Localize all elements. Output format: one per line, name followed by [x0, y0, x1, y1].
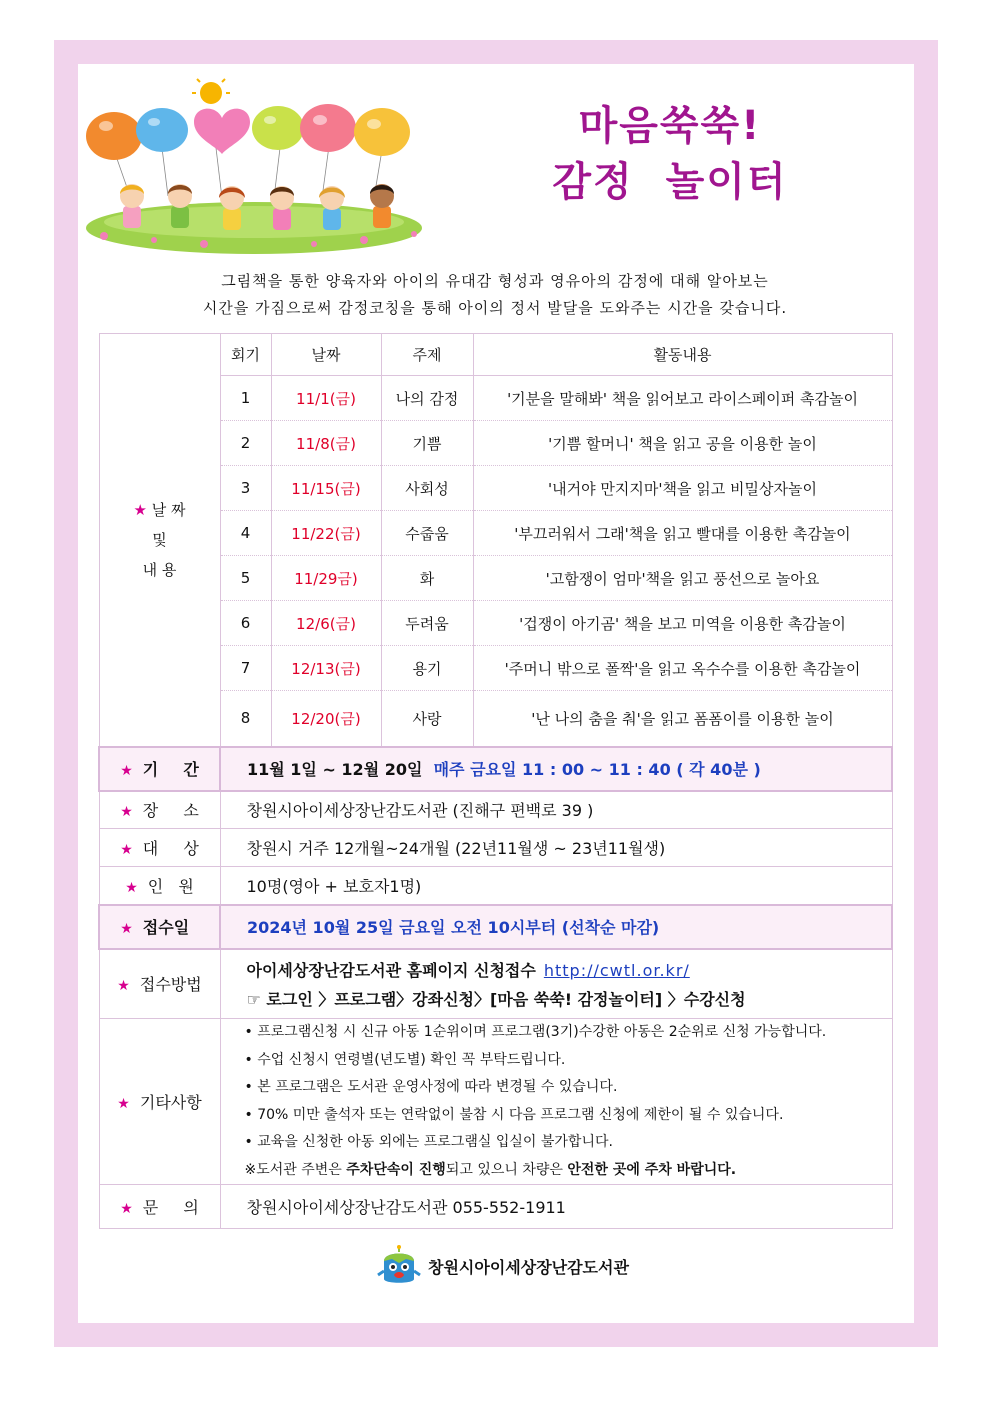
session-no: 1	[220, 376, 271, 421]
place-value: 창원시아이세상장난감도서관 (진해구 편백로 39 )	[220, 791, 892, 829]
list-item: • 교육을 신청한 아동 외에는 프로그램실 입실이 불가합니다.	[245, 1129, 892, 1157]
star-icon: ★	[133, 500, 147, 519]
target-label: ★ 대 상	[99, 829, 220, 867]
session-activity: '난 나의 춤을 춰'을 읽고 폼폼이를 이용한 놀이	[473, 691, 892, 747]
reception-label: ★ 접수일	[99, 905, 220, 949]
header-date: 날짜	[271, 334, 381, 376]
session-no: 5	[220, 556, 271, 601]
session-theme: 사랑	[381, 691, 473, 747]
people-row	[99, 867, 892, 905]
star-icon: ★	[117, 1096, 130, 1112]
etc-label: ★ 기타사항	[99, 1019, 220, 1185]
inquiry-value: 창원시아이세상장난감도서관 055-552-1911	[220, 1185, 892, 1229]
list-item: • 프로그램신청 시 신규 아동 1순위이며 프로그램(3기)수강한 아동은 2순위로 신청 가능합니다.	[245, 1019, 892, 1047]
session-no: 3	[220, 466, 271, 511]
kids-balloons-illustration	[84, 78, 444, 260]
star-icon: ★	[120, 804, 133, 821]
session-activity: '기분을 말해봐' 책을 읽어보고 라이스페이퍼 촉감놀이	[473, 376, 892, 421]
people-value: 10명(영아 + 보호자1명)	[220, 867, 892, 905]
homepage-link[interactable]: http://cwtl.or.kr/	[543, 960, 690, 980]
method-label: ★ 접수방법	[99, 949, 220, 1019]
session-no: 2	[220, 421, 271, 466]
star-icon: ★	[120, 921, 133, 937]
method-line-2: ☞ 로그인 〉프로그램〉강좌신청〉[마음 쑥쑥! 감정놀이터] 〉수강신청	[246, 989, 746, 1009]
period-detail: 매주 금요일 11 : 00 ~ 11 : 40 ( 각 40분 )	[433, 760, 761, 779]
session-theme: 수줍움	[381, 511, 473, 556]
session-activity: '주머니 밖으로 폴짝'을 읽고 옥수수를 이용한 촉감놀이	[473, 646, 892, 691]
list-item: • 70% 미만 출석자 또는 연락없이 불참 시 다음 프로그램 신청에 제한이 될 수 있습니다.	[245, 1102, 892, 1130]
inquiry-row	[99, 1185, 892, 1229]
intro-text	[98, 268, 892, 322]
schedule-label	[99, 334, 220, 747]
reception-value: 2024년 10월 25일 금요일 오전 10시부터 (선착순 마감)	[220, 905, 892, 949]
intro-line-2: 시간을 가짐으로써 감정코칭을 통해 아이의 정서 발달을 도와주는 시간을 갖습니다.	[202, 299, 788, 317]
list-item: • 수업 신청시 연령별(년도별) 확인 꼭 부탁드립니다.	[245, 1047, 892, 1075]
session-no: 8	[220, 691, 271, 747]
session-no: 4	[220, 511, 271, 556]
session-date: 11/29금)	[271, 556, 381, 601]
method-value	[220, 949, 892, 1019]
star-icon: ★	[117, 978, 130, 995]
session-date: 11/8(금)	[271, 421, 381, 466]
session-theme: 기쁨	[381, 421, 473, 466]
library-mascot-icon	[376, 1245, 422, 1287]
header-theme: 주제	[381, 334, 473, 376]
session-no: 6	[220, 601, 271, 646]
balloons	[86, 104, 410, 160]
session-date: 11/1(금)	[271, 376, 381, 421]
schedule-label-line-1: 날 짜	[151, 500, 186, 519]
session-activity: '내거야 만지지마'책을 읽고 비밀상자놀이	[473, 466, 892, 511]
people-label: ★ 인 원	[99, 867, 220, 905]
session-activity: '기쁨 할머니' 책을 읽고 공을 이용한 놀이	[473, 421, 892, 466]
session-no: 7	[220, 646, 271, 691]
period-label: ★ 기 간	[99, 747, 220, 791]
session-theme: 나의 감정	[381, 376, 473, 421]
session-theme: 화	[381, 556, 473, 601]
session-date: 11/22(금)	[271, 511, 381, 556]
schedule-label-line-2: 및	[152, 530, 167, 549]
footer	[376, 1244, 629, 1288]
etc-value	[220, 1019, 892, 1185]
star-icon: ★	[125, 879, 138, 896]
etc-list	[245, 1019, 892, 1184]
header-session: 회기	[220, 334, 271, 376]
inquiry-label: ★ 문 의	[99, 1185, 220, 1229]
list-item: • 본 프로그램은 도서관 운영사정에 따라 변경될 수 있습니다.	[245, 1074, 892, 1102]
title-line-1: 마음쑥쑥!	[578, 103, 762, 149]
session-date: 12/6(금)	[271, 601, 381, 646]
reception-row	[99, 905, 892, 949]
period-row	[99, 747, 892, 791]
session-activity: '겁쟁이 아기곰' 책을 보고 미역을 이용한 촉감놀이	[473, 601, 892, 646]
schedule-label-line-3: 내 용	[142, 560, 177, 579]
sun-icon	[192, 78, 230, 104]
star-icon: ★	[120, 763, 133, 779]
library-name: 창원시아이세상장난감도서관	[428, 1257, 629, 1277]
session-date: 11/15(금)	[271, 466, 381, 511]
program-table	[98, 333, 893, 1229]
star-icon: ★	[120, 842, 133, 858]
place-row	[99, 791, 892, 829]
period-value: 11월 1일 ~ 12월 20일 매주 금요일 11 : 00 ~ 11 : 40 ( 각 40분 )	[220, 747, 892, 791]
star-icon: ★	[120, 1201, 133, 1217]
session-activity: '부끄러워서 그래'책을 읽고 빨대를 이용한 촉감놀이	[473, 511, 892, 556]
intro-line-1: 그림책을 통한 양육자와 아이의 유대감 형성과 영유아의 감정에 대해 알아보는	[221, 272, 769, 290]
etc-row	[99, 1019, 892, 1185]
schedule-header-row	[99, 334, 892, 376]
session-theme: 사회성	[381, 466, 473, 511]
session-date: 12/20(금)	[271, 691, 381, 747]
session-date: 12/13(금)	[271, 646, 381, 691]
target-value: 창원시 거주 12개월~24개월 (22년11월생 ~ 23년11월생)	[220, 829, 892, 867]
page-title	[480, 98, 860, 210]
title-line-2: 감정 놀이터	[552, 159, 788, 205]
method-row	[99, 949, 892, 1019]
session-theme: 용기	[381, 646, 473, 691]
parking-note: ※도서관 주변은 주차단속이 진행되고 있으니 차량은 안전한 곳에 주차 바랍니다.	[244, 1161, 737, 1178]
place-label: ★ 장 소	[99, 791, 220, 829]
session-activity: '고함쟁이 엄마'책을 읽고 풍선으로 놀아요	[473, 556, 892, 601]
header-activity: 활동내용	[473, 334, 892, 376]
session-theme: 두려움	[381, 601, 473, 646]
target-row	[99, 829, 892, 867]
method-line-1: 아이세상장난감도서관 홈페이지 신청접수	[246, 960, 536, 980]
